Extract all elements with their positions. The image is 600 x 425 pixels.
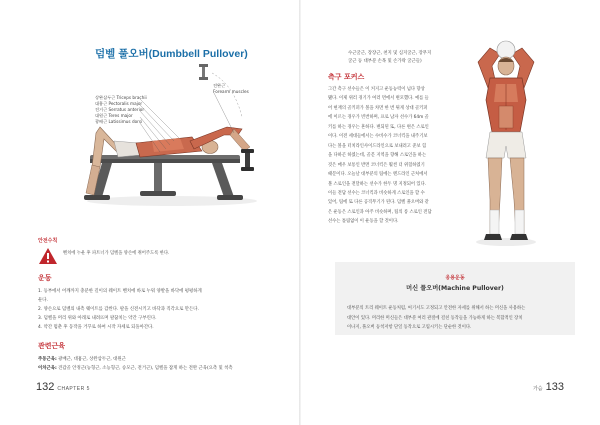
primary-muscles: 광배근, 대흉근, 상완삼두근, 대원근 bbox=[58, 357, 126, 362]
variation-title: 머신 풀오버(Machine Pullover) bbox=[406, 285, 504, 292]
primary-muscles-label: 주동근육: bbox=[38, 357, 57, 362]
forearm-label-en: Forearm muscles bbox=[213, 89, 249, 94]
muscle-label: 상완삼두근 Triceps brachii bbox=[95, 95, 147, 100]
right-page bbox=[300, 0, 600, 425]
focus-line: 이다. 이전 세대들에서는 수비수가 코너킥을 내주기보 bbox=[328, 134, 428, 140]
steps-heading: 운동 bbox=[38, 274, 52, 282]
step-item: 3. 덤벨을 머리 위와 아래로 내려뜨며 팔꿈치는 약간 구부린다. bbox=[38, 316, 157, 321]
variation-line: 이나지, 풀오버 등척저항 단일 동작으로 고립시키는 단순한 것이다. bbox=[347, 325, 472, 330]
muscle-label: 전거근 Serratus anterior bbox=[95, 107, 145, 112]
chapter-label: CHAPTER 5 bbox=[57, 386, 90, 392]
warning-text: 벤치에 누운 후 파트너가 덤벨을 양손에 쥐어주도록 한다. bbox=[63, 251, 170, 256]
focus-line: 다는 볼을 터치라인사이드라인으로 보내려고 준보 힘 bbox=[328, 143, 427, 149]
focus-line: 선수는 틀림없이 이 운동을 할 것이다. bbox=[328, 219, 399, 225]
focus-line: 있어, 팀에 또 다른 공격무기가 된다. 덤벨 풀오버와 같 bbox=[328, 200, 429, 206]
focus-line: 어 현재의 골키퍼가 볼을 차면 한 번 튀게 상대 골키퍼 bbox=[328, 105, 428, 111]
steps-list bbox=[38, 287, 268, 332]
variation-line: 대안이 있다. 머리한 머신들은 대부분 여러 관절에 걸친 동작들을 가능하게 하는 복합적인 장치 bbox=[347, 315, 523, 321]
muscle-label-list bbox=[95, 95, 147, 125]
step-item: 2. 양손으로 덤벨의 내측 웨이트를 감싼다. 팔을 신전시키고 바닥과 직각으로 만든다. bbox=[38, 307, 199, 312]
secondary-muscles: 견갑골 안정근(능형근, 소능형근, 승모근, 전거근), 덤벨을 잡게 하는 전완 근육(요측 및 척측 bbox=[58, 366, 233, 371]
muscle-label: 광배근 Latissimus dorsi bbox=[95, 119, 143, 124]
focus-line: 볼 스로인을 전달하는 선수가 한두 명 지정되어 있다. bbox=[328, 181, 427, 187]
variation-line: 대부분의 트리 웨이트 운동처럼, 여기서도 고정되고 안전한 자세를 위해서 하는 머신을 사용하는 bbox=[347, 306, 526, 311]
step-item: 1. 등부에서 어깨까지 충분한 길이의 웨이트 벤치에 바로 누워 양발을 바닥에 평평하게 bbox=[38, 289, 202, 294]
focus-line: 을 다하곤 하였는데, 골문 지역을 향해 스로인을 하는 bbox=[328, 153, 427, 159]
focus-line: 때문이다. 오늘날 대부분의 팀에는 멘드라인 근처에서 bbox=[328, 172, 428, 178]
exercise-title: 덤벨 풀오버(Dumbbell Pullover) bbox=[95, 48, 248, 60]
focus-heading: 측구 포커스 bbox=[328, 73, 365, 81]
chapter-label: 가슴 bbox=[532, 386, 543, 392]
focus-line: 은 운동은 스로인과 아주 비슷하며, 팀의 롱 스로인 전담 bbox=[328, 209, 432, 215]
page-number: 132 bbox=[36, 381, 55, 393]
warning-icon bbox=[38, 247, 58, 265]
variation-label: 응용운동 bbox=[445, 275, 465, 281]
variation-text bbox=[347, 304, 563, 333]
muscle-label: 대원근 Teres major bbox=[95, 113, 133, 118]
dumbbell-pullover-figure bbox=[62, 55, 262, 215]
muscle-label: 대흉근 Pectoralis major bbox=[95, 101, 143, 106]
continued-line: 굴근 등 대부분 손목 및 손가락 굴근들) bbox=[348, 59, 422, 64]
safety-warning bbox=[38, 237, 268, 265]
muscles-section bbox=[38, 355, 278, 373]
focus-paragraph bbox=[328, 85, 438, 227]
page-number-right bbox=[533, 381, 564, 393]
page-number: 133 bbox=[545, 381, 564, 393]
step-item: 4. 약간 멈춘 후 동작을 거꾸로 하여 시작 자세로 되돌아간다. bbox=[38, 325, 154, 330]
continued-line: 수근굴근, 장장근, 천지 및 심지굴근, 장무지 bbox=[348, 51, 432, 56]
muscles-heading: 관련근육 bbox=[38, 342, 66, 350]
machine-pullover-box bbox=[335, 262, 575, 335]
step-item: 둔다. bbox=[38, 298, 48, 303]
focus-line: 그간 측구 선수들은 이 커지고 운동능력이 넘다 향상 bbox=[328, 87, 425, 92]
continued-text bbox=[348, 50, 448, 66]
focus-line: 키를 하는 경우는 흔하다. 변되된 또, 다른 변은 스로인 bbox=[328, 124, 429, 130]
page-number-left bbox=[36, 381, 90, 393]
focus-line: 이들 전담 선수는 코너킥과 비슷하게 스로인을 할 수 bbox=[328, 190, 425, 196]
secondary-muscles-label: 이차근육: bbox=[38, 366, 57, 371]
focus-line: 에 이르는 경우가 빈번하며, 프로 남자 선수가 64m 골 bbox=[328, 115, 429, 121]
warning-title: 안전수칙 bbox=[38, 238, 58, 244]
forearm-label-ko: 전완근 bbox=[213, 83, 226, 88]
focus-line: 것은 매우 보통인 반면 코너킥은 훨씬 더 위험하였기 bbox=[328, 162, 425, 168]
throw-in-figure bbox=[450, 40, 560, 250]
focus-line: 됐다. 이제 위러 경기가 여러 면에서 변모했다. 예를 들 bbox=[328, 96, 429, 102]
